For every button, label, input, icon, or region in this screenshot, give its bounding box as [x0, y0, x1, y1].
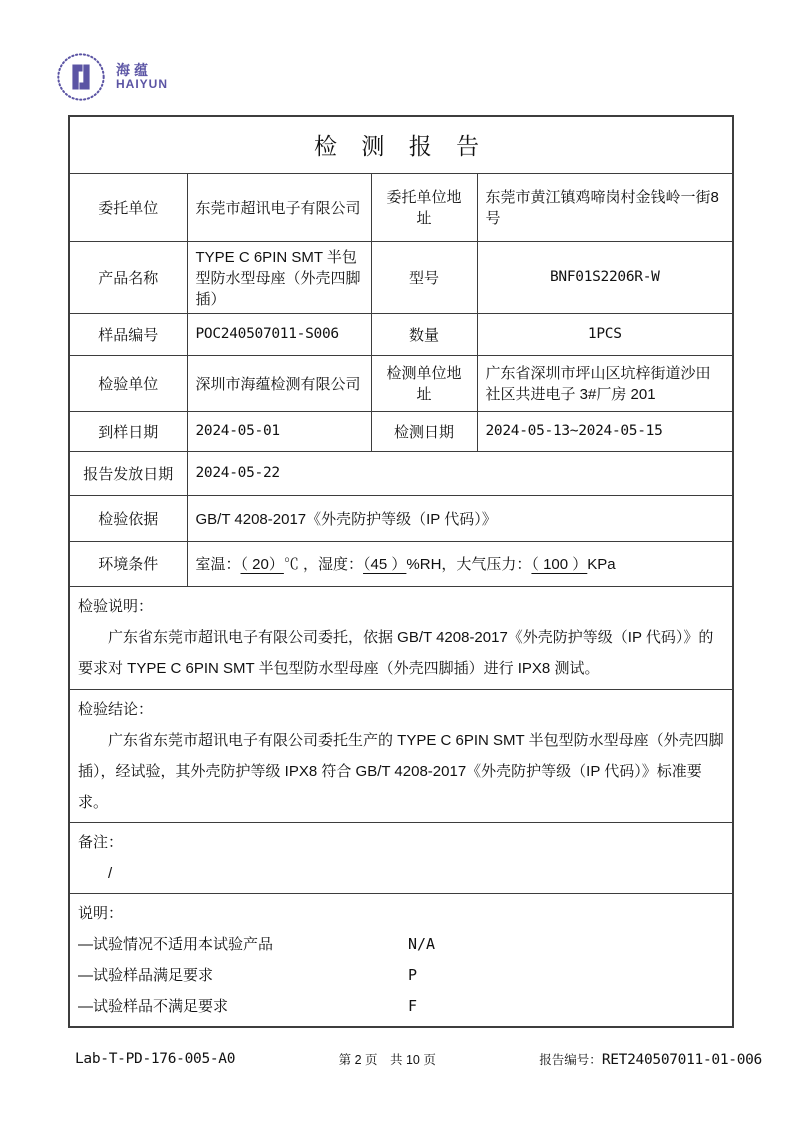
client-value: 东莞市超讯电子有限公司: [187, 173, 371, 241]
quantity-value: 1PCS: [477, 313, 733, 355]
table-row-basis: [69, 495, 733, 541]
page-footer: [75, 1050, 762, 1068]
lab-value: 深圳市海蕴检测有限公司: [187, 355, 371, 411]
test-description-title: 检验说明：: [78, 598, 154, 615]
footer-report-no: [539, 1050, 762, 1068]
legend-na-code: N/A: [408, 934, 436, 953]
table-row-product: [69, 241, 733, 313]
legend-fail-text: —试验样品不满足要求: [78, 997, 229, 1015]
table-row-conclusion: [69, 689, 733, 822]
haiyun-logo-icon: [56, 52, 106, 102]
env-humidity-value: （45 ）: [363, 556, 407, 573]
lab-address-label: 检测单位地址: [371, 355, 477, 411]
footer-report-no-value: RET240507011-01-006: [601, 1052, 762, 1068]
test-conclusion-body: 广东省东莞市超讯电子有限公司委托生产的 TYPE C 6PIN SMT 半包型防水型母座（外壳四脚插），经试验，其外壳防护等级 IPX8 符合 GB/T 4208-2017《外壳防护等级（IP 代码）》标准要求。: [78, 731, 724, 811]
legend-pass-code: P: [408, 965, 418, 984]
table-row-dates: [69, 411, 733, 451]
lab-label: 检验单位: [69, 355, 187, 411]
footer-doc-code: Lab-T-PD-176-005-A0: [75, 1051, 236, 1067]
env-pressure-label: %RH，大气压力：: [406, 556, 532, 573]
legend-item-na: [78, 929, 724, 960]
test-conclusion-section: [69, 689, 733, 822]
sample-no-value: POC240507011-S006: [187, 313, 371, 355]
remark-title: 备注：: [78, 833, 124, 851]
env-humidity-label: ℃ ，湿度：: [283, 556, 364, 573]
client-address-value: 东莞市黄江镇鸡啼岗村金钱岭一街8 号: [477, 173, 733, 241]
client-label: 委托单位: [69, 173, 187, 241]
arrival-date-label: 到样日期: [69, 411, 187, 451]
footer-page-info: 第 2 页 共 10 页: [338, 1053, 436, 1067]
env-temp-value: （ 20）: [240, 556, 284, 573]
test-description-body: 广东省东莞市超讯电子有限公司委托，依据 GB/T 4208-2017《外壳防护等级（IP 代码）》的要求对 TYPE C 6PIN SMT 半包型防水型母座（外壳四脚插）进行 IPX8 测试。: [78, 629, 714, 677]
table-row-remark: [69, 822, 733, 893]
logo-name-cn: 海蕴: [116, 62, 152, 79]
legend-item-pass: [78, 960, 724, 991]
arrival-date-value: 2024-05-01: [187, 411, 371, 451]
issue-date-label: 报告发放日期: [69, 451, 187, 495]
company-logo: [56, 52, 168, 102]
page-title: 检 测 报 告: [69, 116, 733, 173]
env-pressure-value: （ 100 ）: [531, 556, 588, 573]
basis-label: 检验依据: [69, 495, 187, 541]
test-conclusion-title: 检验结论：: [78, 700, 154, 718]
legend-pass-text: —试验样品满足要求: [78, 966, 214, 984]
remark-value: /: [108, 864, 113, 882]
environment-label: 环境条件: [69, 541, 187, 586]
test-date-label: 检测日期: [371, 411, 477, 451]
lab-address-value: 广东省深圳市坪山区坑梓街道沙田社区共进电子 3#厂房 201: [477, 355, 733, 411]
legend-title: 说明：: [78, 904, 124, 922]
table-row-lab: [69, 355, 733, 411]
product-name-value: TYPE C 6PIN SMT 半包型防水型母座（外壳四脚插）: [187, 241, 371, 313]
issue-date-value: 2024-05-22: [187, 451, 733, 495]
sample-no-label: 样品编号: [69, 313, 187, 355]
table-row-environment: [69, 541, 733, 586]
basis-value: GB/T 4208-2017《外壳防护等级（IP 代码）》: [187, 495, 733, 541]
footer-report-no-label: 报告编号：: [539, 1053, 602, 1067]
quantity-label: 数量: [371, 313, 477, 355]
environment-value: [187, 541, 733, 586]
table-row-legend: [69, 893, 733, 1027]
model-value: BNF01S2206R-W: [477, 241, 733, 313]
table-row-sample: [69, 313, 733, 355]
report-title-row: [69, 116, 733, 173]
env-temp-label: 室温：: [195, 556, 241, 573]
client-address-label: 委托单位地址: [371, 173, 477, 241]
legend-section: [69, 893, 733, 1027]
env-pressure-unit: KPa: [587, 556, 616, 573]
product-name-label: 产品名称: [69, 241, 187, 313]
test-description-section: [69, 586, 733, 689]
model-label: 型号: [371, 241, 477, 313]
remark-section: [69, 822, 733, 893]
test-date-value: 2024-05-13~2024-05-15: [477, 411, 733, 451]
test-report-table: [68, 115, 734, 1028]
logo-name-en: HAIYUN: [116, 77, 169, 92]
legend-fail-code: F: [408, 996, 418, 1015]
logo-wordmark: [116, 62, 168, 92]
legend-item-fail: [78, 991, 724, 1022]
table-row-description: [69, 586, 733, 689]
legend-na-text: —试验情况不适用本试验产品: [78, 935, 274, 953]
table-row-client: [69, 173, 733, 241]
table-row-issue-date: [69, 451, 733, 495]
